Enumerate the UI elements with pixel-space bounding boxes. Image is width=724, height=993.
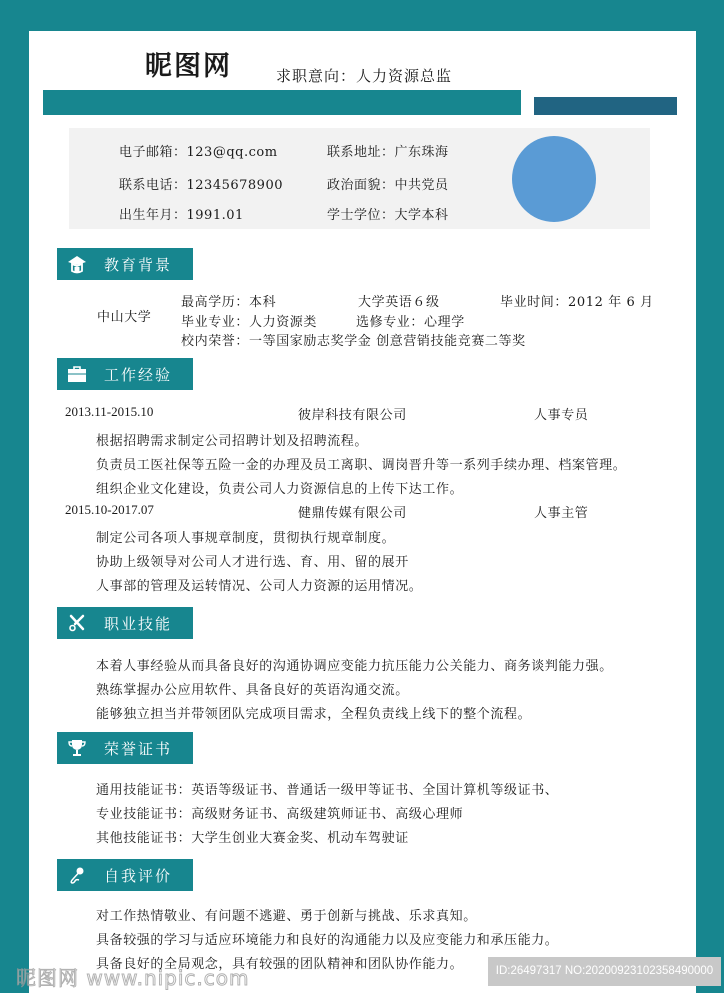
info-degree: 学士学位：大学本科	[327, 208, 449, 223]
honor-item: 专业技能证书：高级财务证书、高级建筑师证书、高级心理师	[96, 807, 464, 822]
education-school: 中山大学	[97, 310, 152, 325]
section-header-work	[57, 358, 193, 390]
work-duty: 制定公司各项人事规章制度，贯彻执行规章制度。	[96, 531, 396, 546]
tools-icon	[66, 612, 88, 634]
education-major: 毕业专业：人力资源类	[181, 315, 318, 330]
work-duty: 人事部的管理及运转情况、公司人力资源的运用情况。	[96, 579, 423, 594]
self-eval-item: 具备较强的学习与适应环境能力和良好的沟通能力以及应变能力和承压能力。	[96, 933, 559, 948]
personal-info-box	[69, 128, 650, 229]
section-title-self: 自我评价	[104, 866, 173, 885]
candidate-name: 昵图网	[145, 51, 232, 82]
section-header-skills	[57, 607, 193, 639]
graduation-cap-icon	[66, 253, 88, 275]
self-eval-item: 具备良好的全局观念，具有较强的团队精神和团队协作能力。	[96, 957, 464, 972]
section-header-self	[57, 859, 193, 891]
honor-item: 其他技能证书：大学生创业大赛金奖、机动车驾驶证	[96, 831, 409, 846]
work-period: 2013.11-2015.10	[65, 404, 154, 419]
skill-item: 熟练掌握办公应用软件、具备良好的英语沟通交流。	[96, 683, 409, 698]
info-political: 政治面貌：中共党员	[327, 178, 449, 193]
info-email: 电子邮箱：123@qq.com	[119, 145, 278, 160]
work-period: 2015.10-2017.07	[65, 502, 154, 517]
education-grad-time: 毕业时间：2012 年 6 月	[500, 295, 654, 310]
header-bar-blue	[534, 97, 677, 115]
work-title: 人事专员	[534, 408, 589, 423]
education-english: 大学英语６级	[358, 295, 440, 310]
info-address: 联系地址：广东珠海	[327, 145, 449, 160]
microphone-icon	[66, 864, 88, 886]
work-company: 彼岸科技有限公司	[298, 408, 407, 423]
self-eval-item: 对工作热情敬业、有问题不逃避、勇于创新与挑战、乐求真知。	[96, 909, 477, 924]
section-header-education	[57, 248, 193, 280]
resume-page	[29, 31, 696, 993]
work-duty: 负责员工医社保等五险一金的办理及员工离职、调岗晋升等一系列手续办理、档案管理。	[96, 458, 627, 473]
honor-item: 通用技能证书：英语等级证书、普通话一级甲等证书、全国计算机等级证书、	[96, 783, 559, 798]
info-phone: 联系电话：12345678900	[119, 178, 283, 193]
education-honors: 校内荣誉：一等国家励志奖学金 创意营销技能竞赛二等奖	[181, 334, 526, 349]
avatar-photo[interactable]	[512, 136, 596, 222]
work-duty: 组织企业文化建设，负责公司人力资源信息的上传下达工作。	[96, 482, 464, 497]
work-duty: 根据招聘需求制定公司招聘计划及招聘流程。	[96, 434, 369, 449]
briefcase-icon	[66, 363, 88, 385]
skill-item: 能够独立担当并带领团队完成项目需求，全程负责线上线下的整个流程。	[96, 707, 532, 722]
education-minor: 选修专业：心理学	[356, 315, 465, 330]
education-highest-degree: 最高学历：本科	[181, 295, 277, 310]
section-title-work: 工作经验	[104, 365, 173, 384]
header-bar-teal	[43, 90, 521, 115]
section-header-honors	[57, 732, 193, 764]
work-title: 人事主管	[534, 506, 589, 521]
section-title-honors: 荣誉证书	[104, 739, 173, 758]
job-objective: 求职意向：人力资源总监	[276, 67, 453, 85]
info-birth: 出生年月：1991.01	[119, 208, 244, 223]
work-duty: 协助上级领导对公司人才进行选、育、用、留的展开	[96, 555, 409, 570]
watermark-logo: 昵图网 www.nipic.com	[16, 966, 250, 990]
watermark-id: ID:26497317 NO:20200923102358490000	[488, 957, 721, 986]
section-title-education: 教育背景	[104, 255, 173, 274]
work-company: 健鼎传媒有限公司	[298, 506, 407, 521]
section-title-skills: 职业技能	[104, 614, 173, 633]
trophy-icon	[66, 737, 88, 759]
skill-item: 本着人事经验从而具备良好的沟通协调应变能力抗压能力公关能力、商务谈判能力强。	[96, 659, 613, 674]
